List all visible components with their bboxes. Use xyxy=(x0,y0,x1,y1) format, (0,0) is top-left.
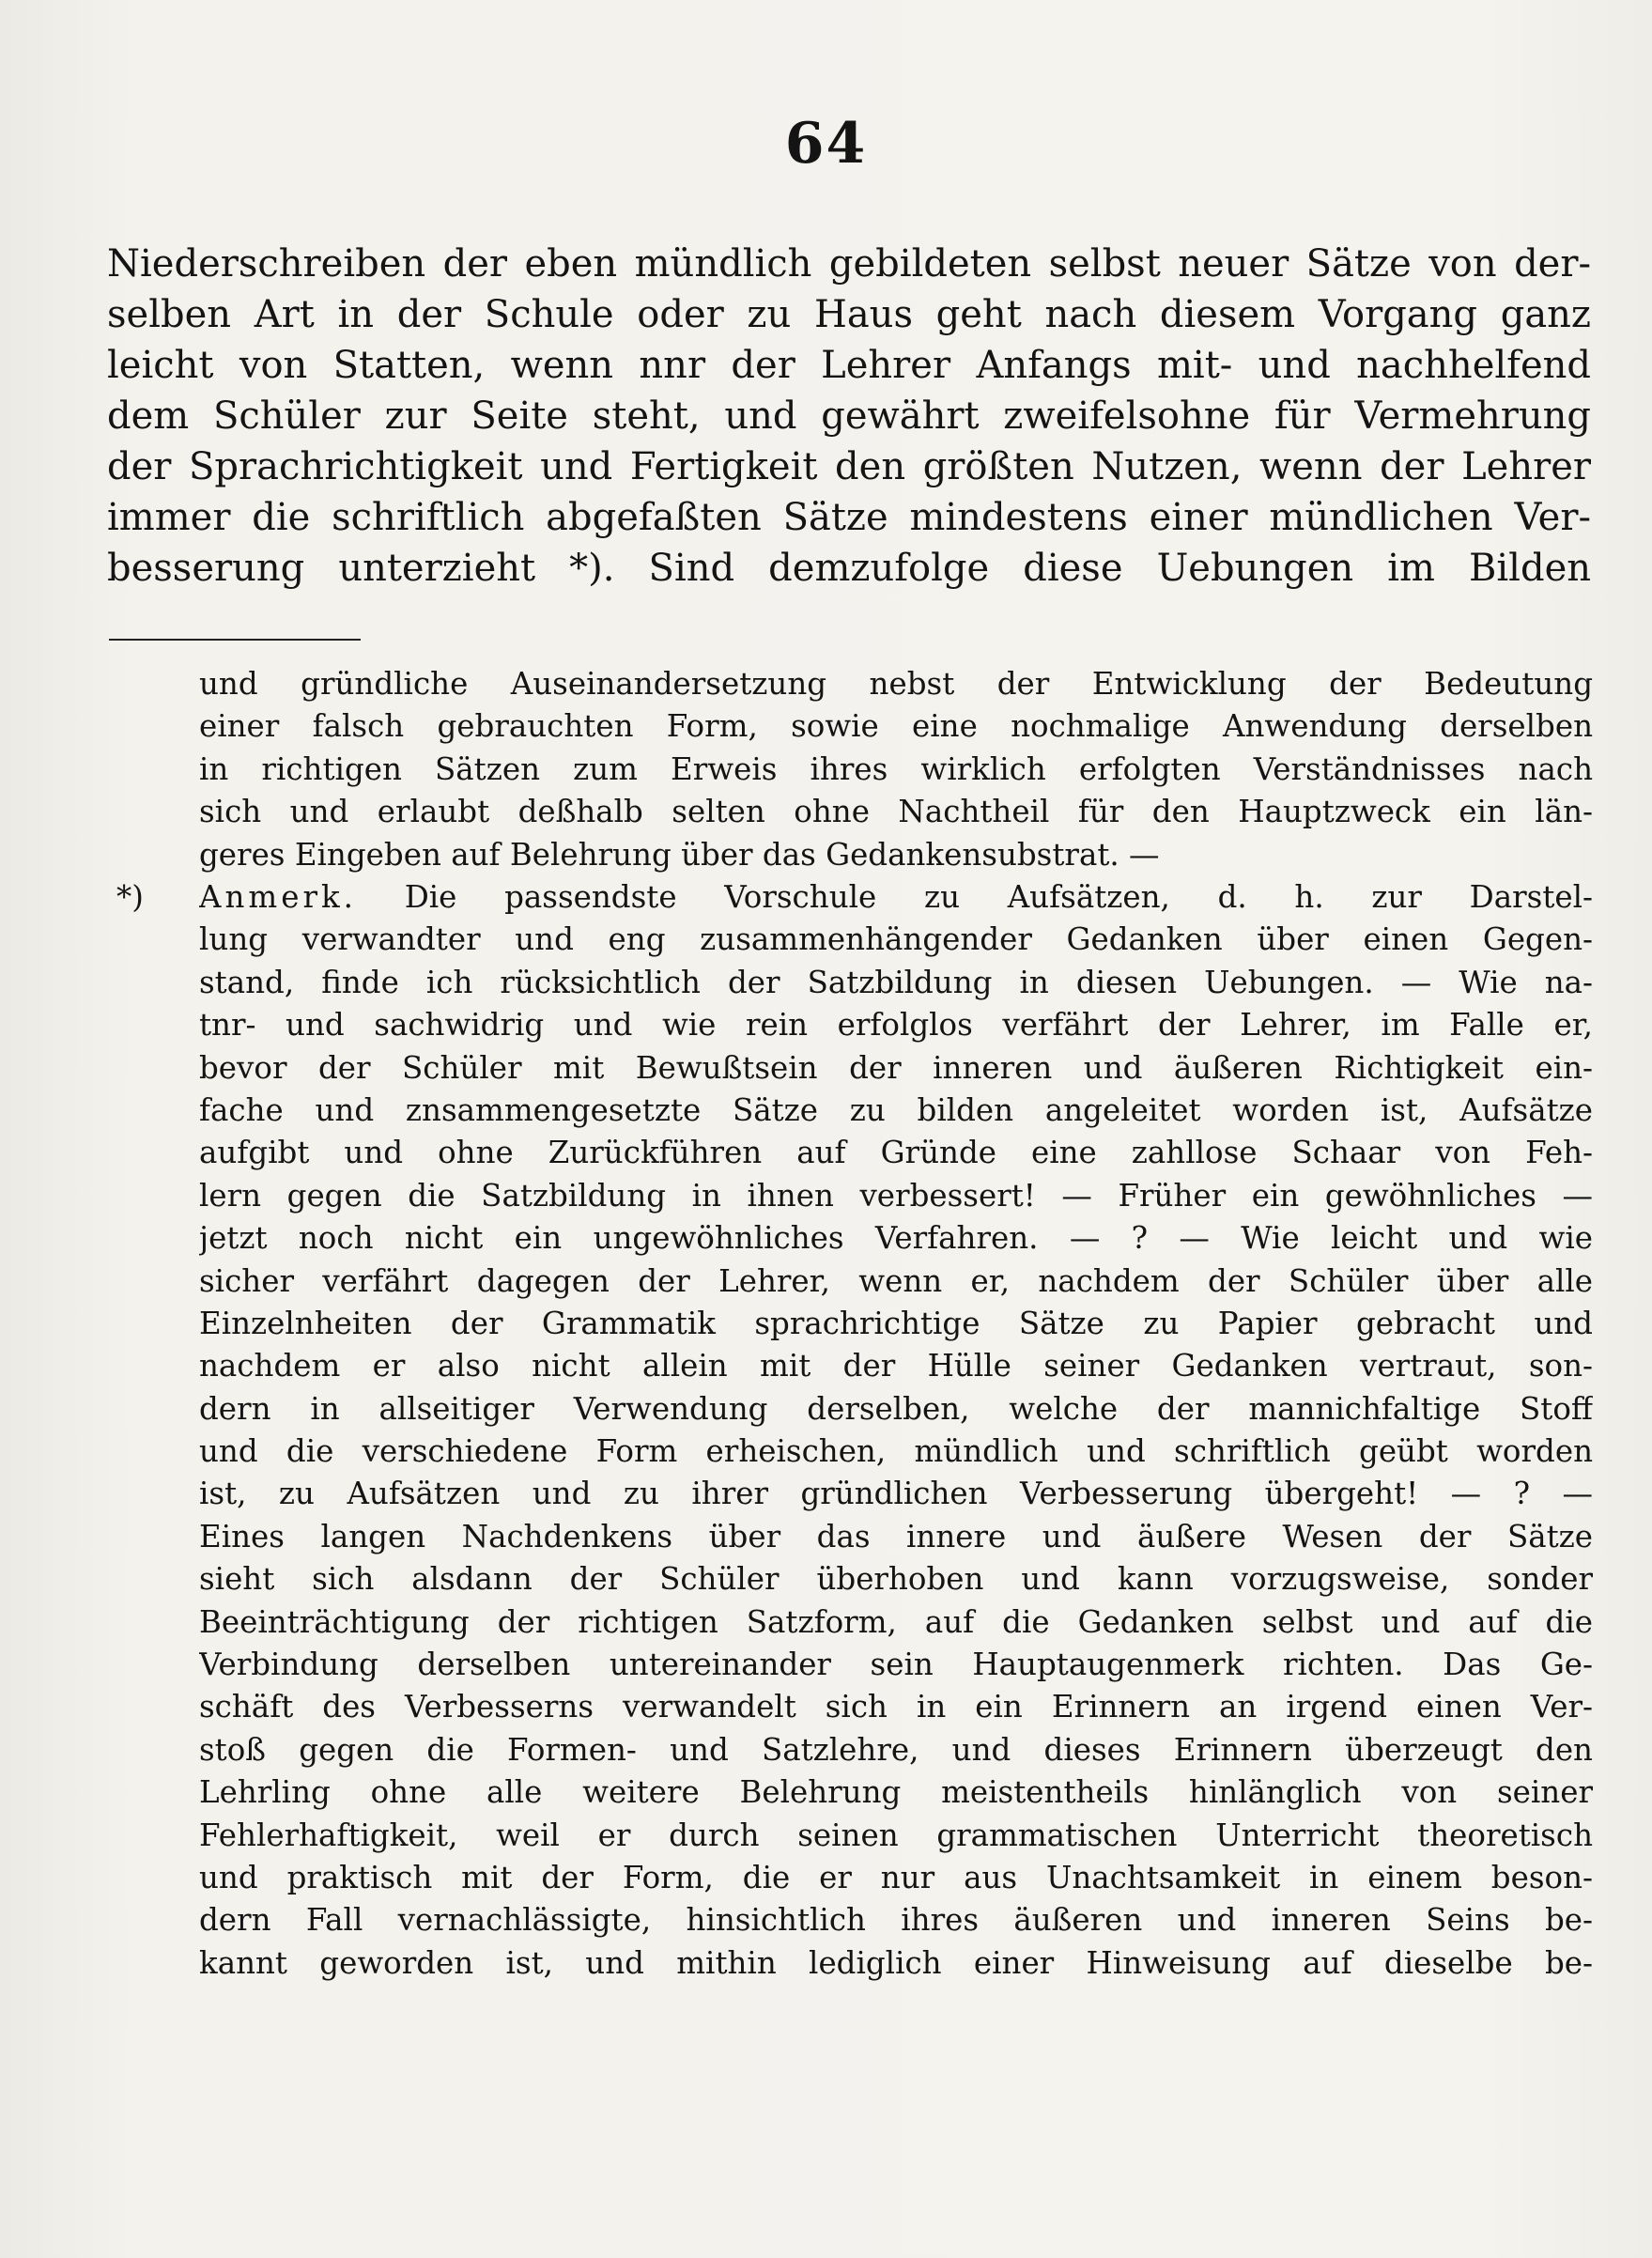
footnote-line: lung verwandter und eng zusammenhängender Gedanken über einen Gegen- xyxy=(199,921,1593,958)
text-line: Niederschreiben der eben mündlich gebildeten selbst neuer Sätze von der- xyxy=(107,242,1591,286)
footnote-line: ist, zu Aufsätzen und zu ihrer gründlichen Verbesserung übergeht! — ? — xyxy=(199,1476,1593,1512)
text-line: der Sprachrichtigkeit und Fertigkeit den größten Nutzen, wenn der Lehrer xyxy=(107,445,1591,488)
text-line: leicht von Statten, wenn nnr der Lehrer Anfangs mit- und nachhelfend xyxy=(107,344,1591,387)
footnote-line: sicher verfährt dagegen der Lehrer, wenn er, nachdem der Schüler über alle xyxy=(199,1262,1593,1299)
text-line: selben Art in der Schule oder zu Haus geht nach diesem Vorgang ganz xyxy=(107,293,1591,336)
footnote-line: aufgibt und ohne Zurückführen auf Gründe eine zahllose Schaar von Feh- xyxy=(199,1135,1593,1171)
footnote-line: schäft des Verbesserns verwandelt sich in ein Erinnern an irgend einen Ver- xyxy=(199,1689,1593,1725)
footnote-line: Beeinträchtigung der richtigen Satzform, auf die Gedanken selbst und auf die xyxy=(199,1603,1593,1640)
footnote-line: Eines langen Nachdenkens über das innere und äußere Wesen der Sätze xyxy=(199,1518,1593,1554)
footnote-line: und gründliche Auseinandersetzung nebst der Entwicklung der Bedeutung xyxy=(199,666,1593,702)
footnote-line: fache und znsammengesetzte Sätze zu bilden angeleitet worden ist, Aufsätze xyxy=(199,1091,1593,1128)
footnote-line: jetzt noch nicht ein ungewöhnliches Verfahren. — ? — Wie leicht und wie xyxy=(199,1220,1593,1257)
footnote-line: nachdem er also nicht allein mit der Hülle seiner Gedanken vertraut, son- xyxy=(199,1348,1593,1384)
footnote-line: stoß gegen die Formen- und Satzlehre, und dieses Erinnern überzeugt den xyxy=(199,1731,1593,1768)
footnote-line: dern in allseitiger Verwendung derselben, welche der mannichfaltige Stoff xyxy=(199,1390,1593,1427)
footnote-line: Einzelnheiten der Grammatik sprachrichtige Sätze zu Papier gebracht und xyxy=(199,1305,1593,1341)
text-line: besserung unterzieht *). Sind demzufolge diese Uebungen im Bilden xyxy=(107,547,1591,590)
footnote-line: in richtigen Sätzen zum Erweis ihres wirklich erfolgten Verständnisses nach xyxy=(199,750,1593,787)
main-text-block xyxy=(107,239,1591,594)
footnote-line: und praktisch mit der Form, die er nur aus Unachtsamkeit in einem beson- xyxy=(199,1859,1593,1895)
footnote-label: Anmerk. xyxy=(199,879,358,915)
footnote-line: Fehlerhaftigkeit, weil er durch seinen grammatischen Unterricht theoretisch xyxy=(199,1817,1593,1853)
footnote-line: kannt geworden ist, und mithin lediglich einer Hinweisung auf dieselbe be- xyxy=(199,1944,1593,1981)
footnote-line: geres Eingeben auf Belehrung über das Gedankensubstrat. — xyxy=(199,836,1160,873)
footnote-line: lern gegen die Satzbildung in ihnen verbessert! — Früher ein gewöhnliches — xyxy=(199,1177,1593,1214)
footnote-continuation-block xyxy=(199,663,1593,876)
footnote-line: dern Fall vernachlässigte, hinsichtlich ihres äußeren und inneren Seins be- xyxy=(199,1902,1593,1939)
text-line: immer die schriftlich abgefaßten Sätze mindestens einer mündlichen Ver- xyxy=(107,496,1591,539)
footnote-line: und die verschiedene Form erheischen, mündlich und schriftlich geübt worden xyxy=(199,1433,1593,1470)
footnote-line: einer falsch gebrauchten Form, sowie eine nochmalige Anwendung derselben xyxy=(199,708,1593,745)
footnote-line: stand, finde ich rücksichtlich der Satzbildung in diesen Uebungen. — Wie na- xyxy=(199,964,1593,1000)
text-line: dem Schüler zur Seite steht, und gewährt zweifelsohne für Vermehrung xyxy=(107,394,1591,438)
footnote-block xyxy=(199,876,1593,1985)
footnote-line: bevor der Schüler mit Bewußtsein der inneren und äußeren Richtigkeit ein- xyxy=(199,1049,1593,1086)
page-number: 64 xyxy=(784,111,868,177)
footnote-marker: *) xyxy=(116,879,144,915)
footnote-first-line-text: Die passendste Vorschule zu Aufsätzen, d. h. zur Darstel- xyxy=(404,879,1593,915)
footnote-line: Verbindung derselben untereinander sein Hauptaugenmerk richten. Das Ge- xyxy=(199,1647,1593,1683)
footnote-separator-rule xyxy=(109,639,361,641)
footnote-line: tnr- und sachwidrig und wie rein erfolglos verfährt der Lehrer, im Falle er, xyxy=(199,1007,1593,1044)
footnote-line: Lehrling ohne alle weitere Belehrung meistentheils hinlänglich von seiner xyxy=(199,1774,1593,1811)
footnote-line: sieht sich alsdann der Schüler überhoben und kann vorzugsweise, sonder xyxy=(199,1561,1593,1598)
footnote-first-line xyxy=(199,876,1593,919)
footnote-line: sich und erlaubt deßhalb selten ohne Nachtheil für den Hauptzweck ein län- xyxy=(199,794,1593,830)
